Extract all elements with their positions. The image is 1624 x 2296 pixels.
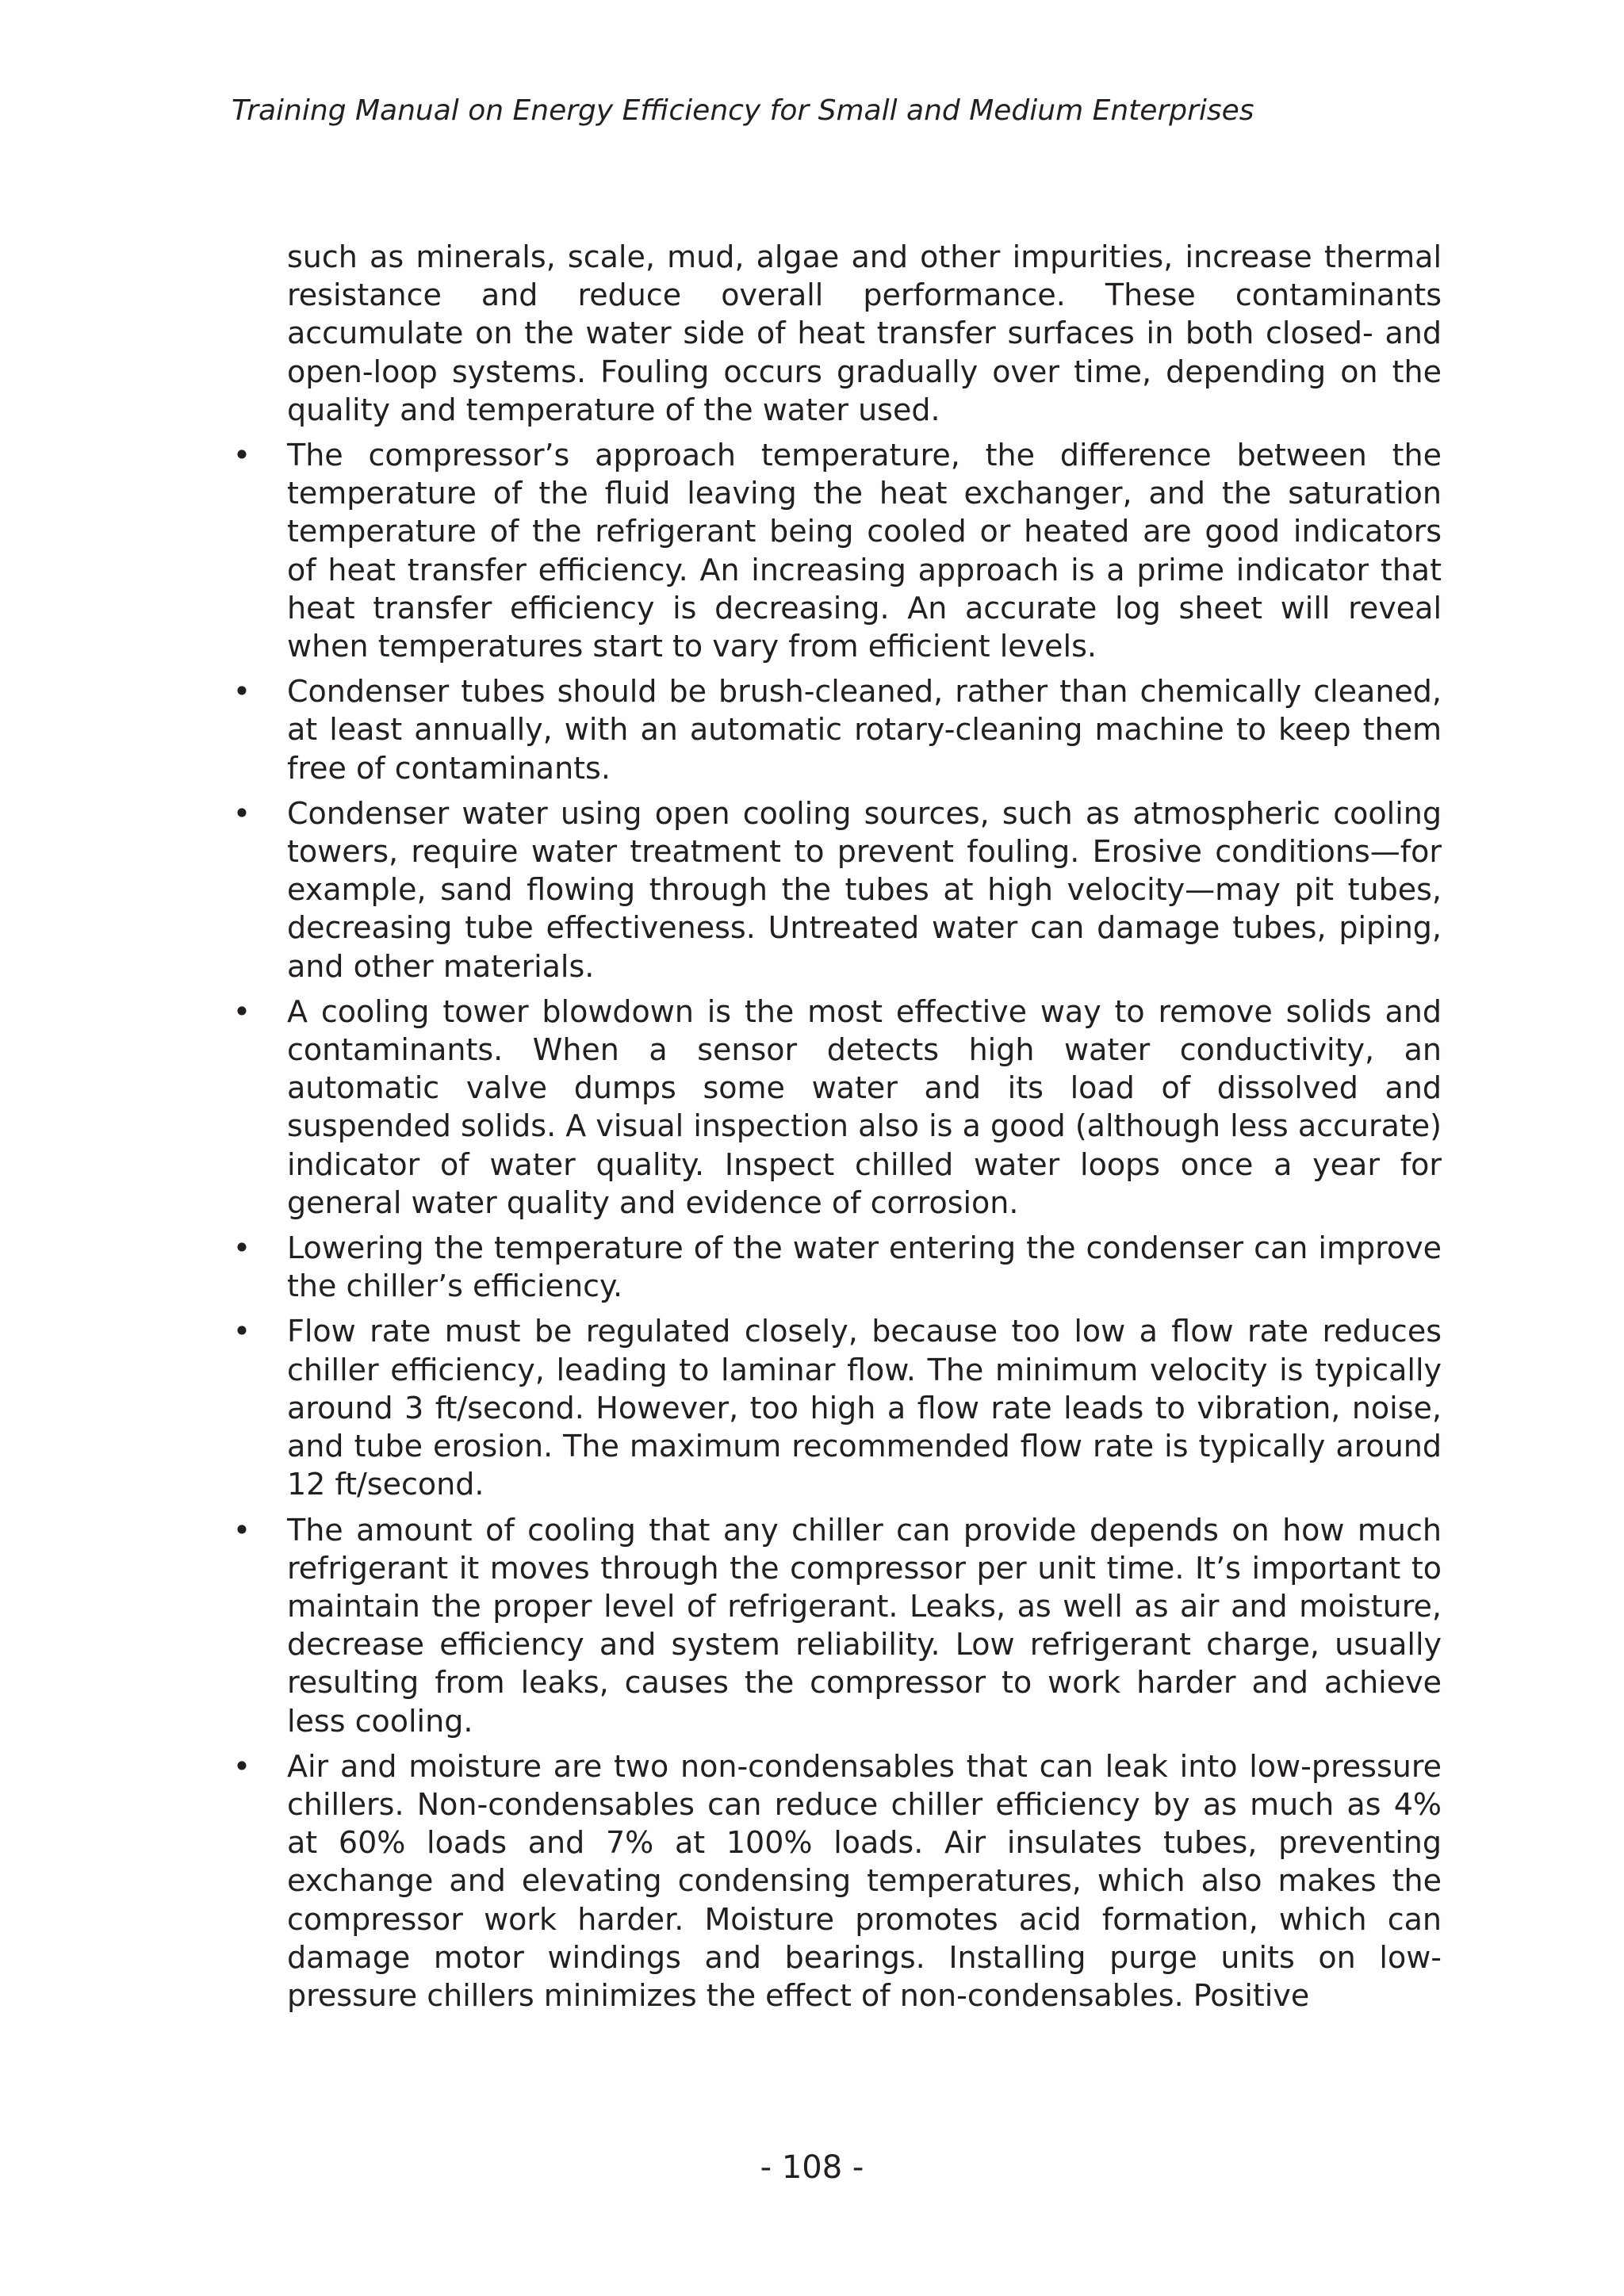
bullet-text: The amount of cooling that any chiller can provide depends on how much refrigerant it moves through the compressor per unit time. It’s important to maintain the proper level of refrigerant. Leaks, as well as air and moisture, decrease efficiency and system reliability. Low refrigerant charge, usually resulting from leaks, causes the compressor to work harder and achieve less cooling.: [287, 1512, 1442, 1739]
bullet-icon: •: [232, 1230, 251, 1266]
bullet-text: Condenser water using open cooling sources, such as atmospheric cooling towers, require water treatment to prevent fouling. Erosive conditions—for example, sand flowing through the tubes at high velocity—may pit tubes, decreasing tube effectiveness. Untreated water can damage tubes, piping, and other materials.: [287, 795, 1442, 984]
bullet-text: A cooling tower blowdown is the most effective way to remove solids and contaminants. When a sensor detects high water conductivity, an automatic valve dumps some water and its load of dissolved and suspended solids. A visual inspection also is a good (although less accurate) indicator of water quality. Inspect chilled water loops once a year for general water quality and evidence of corrosion.: [287, 993, 1442, 1220]
bullet-list: [230, 436, 1442, 2015]
bullet-item-lowering-temperature: [230, 1229, 1442, 1305]
bullet-icon: •: [232, 795, 251, 831]
continuation-paragraph: such as minerals, scale, mud, algae and other impurities, increase thermal resistance and reduce overall performance. These contaminants accumulate on the water side of heat transfer surfaces in both closed- and open-loop systems. Fouling occurs gradually over time, depending on the quality and temperature of the water used.: [287, 239, 1442, 427]
bullet-item-refrigerant-level: [230, 1511, 1442, 1740]
bullet-text: Air and moisture are two non-condensables that can leak into low-pressure chillers. Non-condensables can reduce chiller efficiency by as much as 4% at 60% loads and 7% at 100% loads. Air insulates tubes, preventing exchange and elevating condensing temperatures, which also makes the compressor work harder. Moisture promotes acid formation, which can damage motor windings and bearings. Installing purge units on low-pressure chillers minimizes the effect of non-condensables. Positive: [287, 1748, 1442, 2013]
bullet-item-approach-temperature: [230, 436, 1442, 665]
bullet-icon: •: [232, 438, 251, 473]
bullet-text: The compressor’s approach temperature, the difference between the temperature of the fluid leaving the heat exchanger, and the saturation temperature of the refrigerant being cooled or heated are good indicators of heat transfer efficiency. An increasing approach is a prime indicator that heat transfer efficiency is decreasing. An accurate log sheet will reveal when temperatures start to vary from efficient levels.: [287, 438, 1442, 664]
bullet-item-tower-blowdown: [230, 993, 1442, 1222]
running-header: Training Manual on Energy Efficiency for Small and Medium Enterprises: [232, 94, 1254, 127]
bullet-icon: •: [232, 1512, 251, 1548]
bullet-text: Condenser tubes should be brush-cleaned, rather than chemically cleaned, at least annually, with an automatic rotary-cleaning machine to keep them free of contaminants.: [287, 674, 1442, 786]
bullet-item-condenser-tubes: [230, 672, 1442, 787]
bullet-icon: •: [232, 1314, 251, 1349]
bullet-icon: •: [232, 993, 251, 1029]
bullet-text: Lowering the temperature of the water entering the condenser can improve the chiller’s efficiency.: [287, 1230, 1442, 1304]
page-body: [230, 238, 1442, 2022]
bullet-icon: •: [232, 674, 251, 710]
bullet-item-non-condensables: [230, 1747, 1442, 2015]
page-number: - 108 -: [760, 2149, 864, 2186]
bullet-item-condenser-water: [230, 794, 1442, 985]
bullet-text: Flow rate must be regulated closely, because too low a flow rate reduces chiller efficiency, leading to laminar flow. The minimum velocity is typically around 3 ft/second. However, too high a flow rate leads to vibration, noise, and tube erosion. The maximum recommended flow rate is typically around 12 ft/second.: [287, 1314, 1442, 1502]
bullet-icon: •: [232, 1748, 251, 1784]
bullet-item-flow-rate: [230, 1312, 1442, 1503]
